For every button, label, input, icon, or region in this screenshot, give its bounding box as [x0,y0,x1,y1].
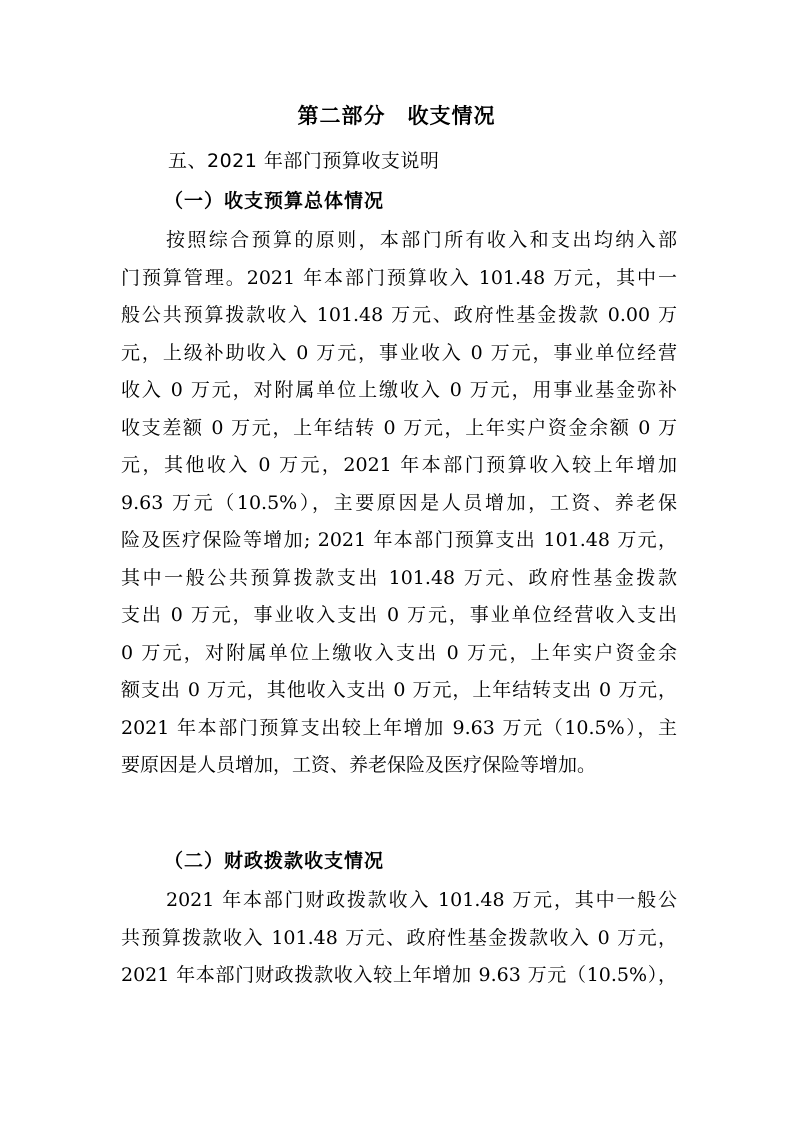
paragraph-line: 收支差额 0 万元，上年结转 0 万元，上年实户资金余额 0 万 [121,416,677,439]
paragraph-line: 2021 年本部门预算支出较上年增加 9.63 万元（10.5%），主 [121,716,677,739]
title-part-1: 第二部分 [297,103,386,128]
paragraph-line: 支出 0 万元，事业收入支出 0 万元，事业单位经营收入支出 [121,604,677,626]
paragraph-line: 险及医疗保险等增加; 2021 年本部门预算支出 101.48 万元， [121,529,677,551]
paragraph-line: 按照综合预算的原则，本部门所有收入和支出均纳入部 [166,229,677,251]
paragraph-line: 要原因是人员增加，工资、养老保险及医疗保险等增加。 [121,754,597,776]
section-heading: 五、2021 年部门预算收支说明 [168,150,440,172]
paragraph-line: 额支出 0 万元，其他收入支出 0 万元，上年结转支出 0 万元， [121,679,677,701]
paragraph-line: 共预算拨款收入 101.48 万元、政府性基金拨款收入 0 万元， [121,926,677,949]
subheading-overall-budget: （一）收支预算总体情况 [164,190,385,212]
paragraph-line: 元，上级补助收入 0 万元，事业收入 0 万元，事业单位经营 [121,341,677,364]
paragraph-line: 元，其他收入 0 万元，2021 年本部门预算收入较上年增加 [121,454,677,476]
paragraph-fiscal-appropriation [121,882,677,995]
paragraph-line: 般公共预算拨款收入 101.48 万元、政府性基金拨款 0.00 万 [121,304,677,326]
paragraph-line: 收入 0 万元，对附属单位上缴收入 0 万元，用事业基金弥补 [121,379,677,401]
title-part-2: 收支情况 [407,103,496,128]
paragraph-line: 2021 年本部门财政拨款收入较上年增加 9.63 万元（10.5%）， [121,964,677,986]
page-title [0,100,793,130]
paragraph-line: 其中一般公共预算拨款支出 101.48 万元、政府性基金拨款 [121,566,677,589]
paragraph-line: 2021 年本部门财政拨款收入 101.48 万元，其中一般公 [166,889,677,911]
paragraph-line: 门预算管理。2021 年本部门预算收入 101.48 万元，其中一 [121,266,677,289]
paragraph-line: 0 万元，对附属单位上缴收入支出 0 万元，上年实户资金余 [121,641,677,664]
subheading-fiscal-appropriation: （二）财政拨款收支情况 [164,850,385,872]
paragraph-overall-budget [121,222,677,785]
paragraph-line: 9.63 万元（10.5%），主要原因是人员增加，工资、养老保 [121,491,677,514]
